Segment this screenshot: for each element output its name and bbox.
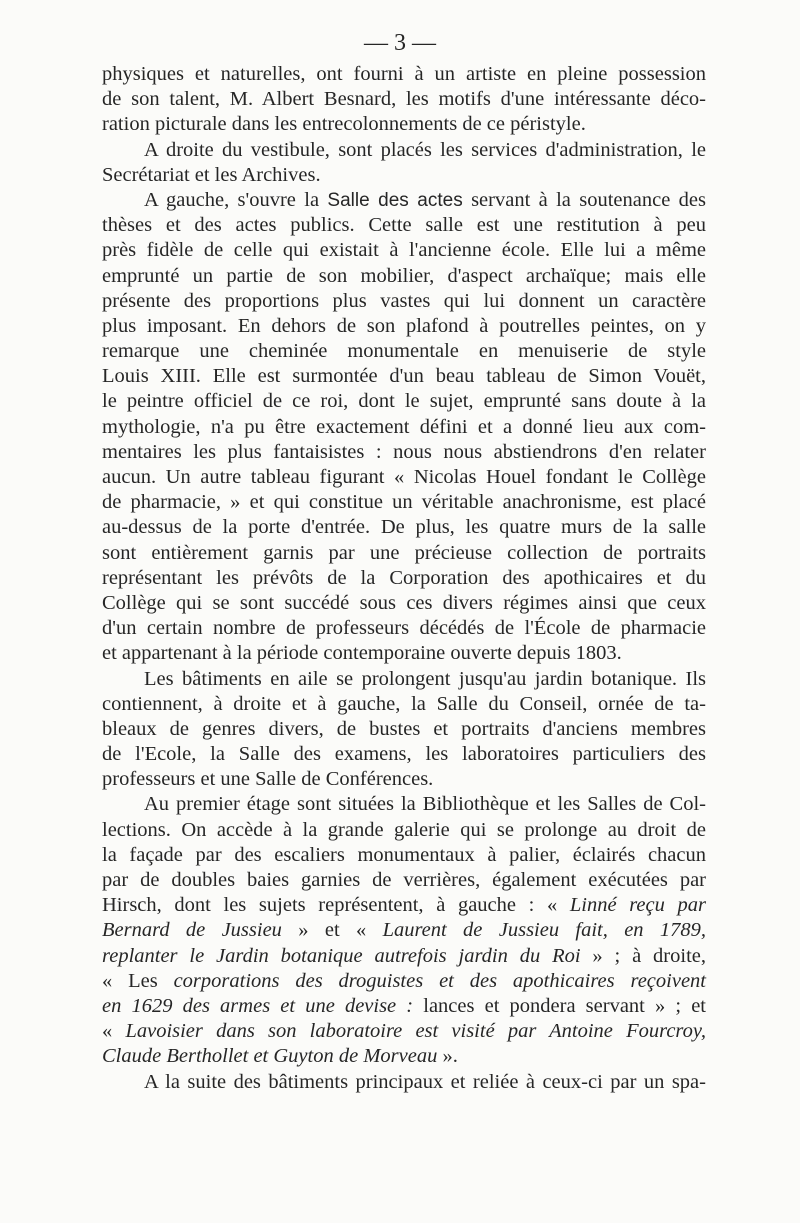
text-line: Collège qui se sont succédé sous ces divers régimes ainsi que ceux (102, 591, 706, 614)
text-line: d'un certain nombre de professeurs décédés de l'École de pharmacie (102, 617, 706, 640)
emphasis-text: Salle des actes (327, 189, 463, 211)
text-line (102, 944, 706, 969)
text-segment: « Les (102, 969, 174, 992)
italic-text: en 1629 des armes et une devise : (102, 994, 414, 1017)
text-line: de l'Ecole, la Salle des examens, les laboratoires particuliers des (102, 743, 706, 766)
text-line: lections. On accède à la grande galerie qui se prolonge au droit de (102, 818, 706, 841)
text-line: Secrétariat et les Archives. (102, 163, 321, 186)
text-line (102, 1019, 706, 1044)
italic-text: replanter le Jardin botanique autrefois jardin du Roi (102, 944, 581, 967)
text-line: sont entièrement garnis par une précieuse collection de portraits (102, 541, 706, 564)
text-line: de pharmacie, » et qui constitue un véritable anachronisme, est placé (102, 491, 706, 514)
text-line: A la suite des bâtiments principaux et reliée à ceux-ci par un spa- (144, 1070, 706, 1093)
text-line: et appartenant à la période contemporaine ouverte depuis 1803. (102, 642, 622, 665)
italic-text: Bernard de Jussieu (102, 919, 282, 942)
text-line (102, 1044, 706, 1069)
text-line: remarque une cheminée monumentale en menuiserie de style (102, 340, 706, 363)
text-line: la façade par des escaliers monumentaux à palier, éclairés chacun (102, 843, 706, 866)
text-line: aucun. Un autre tableau figurant « Nicolas Houel fondant le Collège (102, 466, 706, 488)
text-line: thèses et des actes publics. Cette salle est une restitution à peu (102, 214, 706, 237)
text-line: plus imposant. En dehors de son plafond à poutrelles peintes, on y (102, 314, 706, 337)
text-segment: ». (437, 1045, 458, 1068)
text-line: au-dessus de la porte d'entrée. De plus, les quatre murs de la salle (102, 516, 706, 539)
text-line (102, 994, 706, 1019)
text-line: Les bâtiments en aile se prolongent jusqu'au jardin botanique. Ils (144, 667, 706, 690)
text-line: mentaires les plus fantaisistes : nous nous abstiendrons d'en relater (102, 440, 706, 463)
text-line: professeurs et une Salle de Conférences. (102, 768, 434, 791)
text-segment: lances et pondera servant » ; et (413, 994, 706, 1017)
text-line: Louis XIII. Elle est surmontée d'un beau tableau de Simon Vouët, (102, 365, 706, 388)
italic-text: Laurent de Jussieu fait, en 1789, (382, 919, 707, 942)
italic-text: Linné reçu par (569, 894, 707, 917)
text-line: de son talent, M. Albert Besnard, les motifs d'une intéressante déco- (102, 88, 706, 111)
italic-text: Claude Berthollet et Guyton de Morveau (102, 1045, 438, 1068)
text-line: contiennent, à droite et à gauche, la Salle du Conseil, ornée de ta- (102, 692, 706, 715)
text-segment: servant à la soutenance des (462, 188, 706, 211)
text-line: présente des proportions plus vastes qui lui donnent un caractère (102, 289, 706, 312)
text-segment: « (102, 1020, 126, 1043)
text-segment: » ; à droite, (580, 944, 706, 967)
text-line: bleaux de genres divers, de bustes et portraits d'anciens membres (102, 717, 706, 740)
body-text (102, 62, 706, 1095)
text-line (102, 918, 706, 943)
italic-text: corporations des droguistes et des apothicaires reçoivent (173, 969, 706, 992)
text-segment: Hirsch, dont les sujets représentent, à gauche : « (102, 894, 570, 917)
text-segment: » et « (281, 919, 383, 942)
text-line: par de doubles baies garnies de verrières, également exécutées par (102, 869, 706, 891)
page-number: — 3 — (364, 30, 436, 56)
text-line: emprunté un partie de son mobilier, d'aspect archaïque; mais elle (102, 264, 706, 287)
text-line (102, 969, 706, 994)
text-line: représentant les prévôts de la Corporation des apothicaires et du (102, 566, 706, 589)
italic-text: Lavoisier dans son laboratoire est visité par Antoine Fourcroy, (125, 1020, 706, 1043)
text-line: Au premier étage sont situées la Bibliothèque et les Salles de Col- (144, 793, 706, 816)
text-line (102, 188, 706, 213)
text-line: le peintre officiel de ce roi, dont le sujet, emprunté sans doute à la (102, 390, 706, 413)
text-line: mythologie, n'a pu être exactement défini et a donné lieu aux com- (102, 415, 706, 438)
text-line (102, 893, 706, 918)
text-segment: A gauche, s'ouvre la (144, 188, 328, 211)
text-line: physiques et naturelles, ont fourni à un artiste en pleine possession (102, 63, 706, 85)
text-line: près fidèle de celle qui existait à l'ancienne école. Elle lui a même (102, 239, 706, 262)
text-line: ration picturale dans les entrecolonnements de ce péristyle. (102, 113, 586, 136)
text-line: A droite du vestibule, sont placés les services d'administration, le (144, 138, 706, 161)
